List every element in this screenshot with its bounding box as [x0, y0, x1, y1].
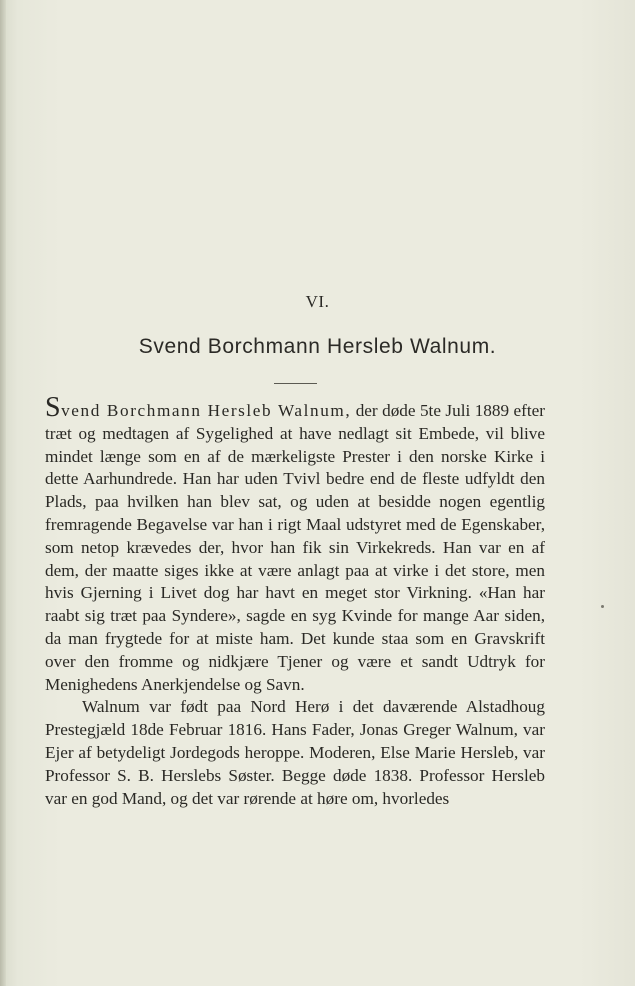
paragraph-1: [45, 392, 545, 696]
paragraph-1-text: der døde 5te Juli 1889 efter træt og medtagen af Sygelighed at have nedlagt sit Embede, vil blive mindet længe som en af de mærkeligste Prester i den norske Kirke i dette Aarhundrede. Han har uden Tvivl bedre end de fleste udfyldt den Plads, paa hvilken han blev sat, og uden at besidde nogen egentlig fremragende Begavelse var han i rigt Maal udstyret med de Egenskaber, som netop krævedes der, hvor han fik sin Virkekreds. Han var en af dem, der maatte siges ikke at være anlagt paa at virke i det store, men hvis Gjerning i Livet dog har havt en meget stor Virkning. «Han har raabt sig træt paa Syndere», sagde en syg Kvinde for mange Aar siden, da man frygtede for at miste ham. Det kunde staa som en Gravskrift over den fromme og nidkjære Tjener og være et sandt Udtryk for Menighedens Anerkjendelse og Savn.: [45, 401, 545, 694]
chapter-number: VI.: [305, 292, 330, 311]
paragraph-1-lead: vend Borchmann Hersleb Walnum,: [61, 401, 352, 420]
title-divider: [274, 383, 317, 384]
page-binding-edge: [0, 0, 6, 986]
chapter-title: Svend Borchmann Hersleb Walnum.: [138, 335, 497, 358]
paragraph-2: Walnum var født paa Nord Herø i det daværende Alstadhoug Prestegjæld 18de Februar 1816. Hans Fader, Jonas Greger Walnum, var Ejer af betydeligt Jordegods heroppe. Moderen, Else Marie Hersleb, var Professor S. B. Herslebs Søster. Begge døde 1838. Professor Hersleb var en god Mand, og det var rørende at høre om, hvorledes: [45, 697, 545, 808]
paper-speck: [601, 605, 604, 608]
body-text: [45, 392, 545, 810]
drop-cap: S: [45, 392, 62, 423]
